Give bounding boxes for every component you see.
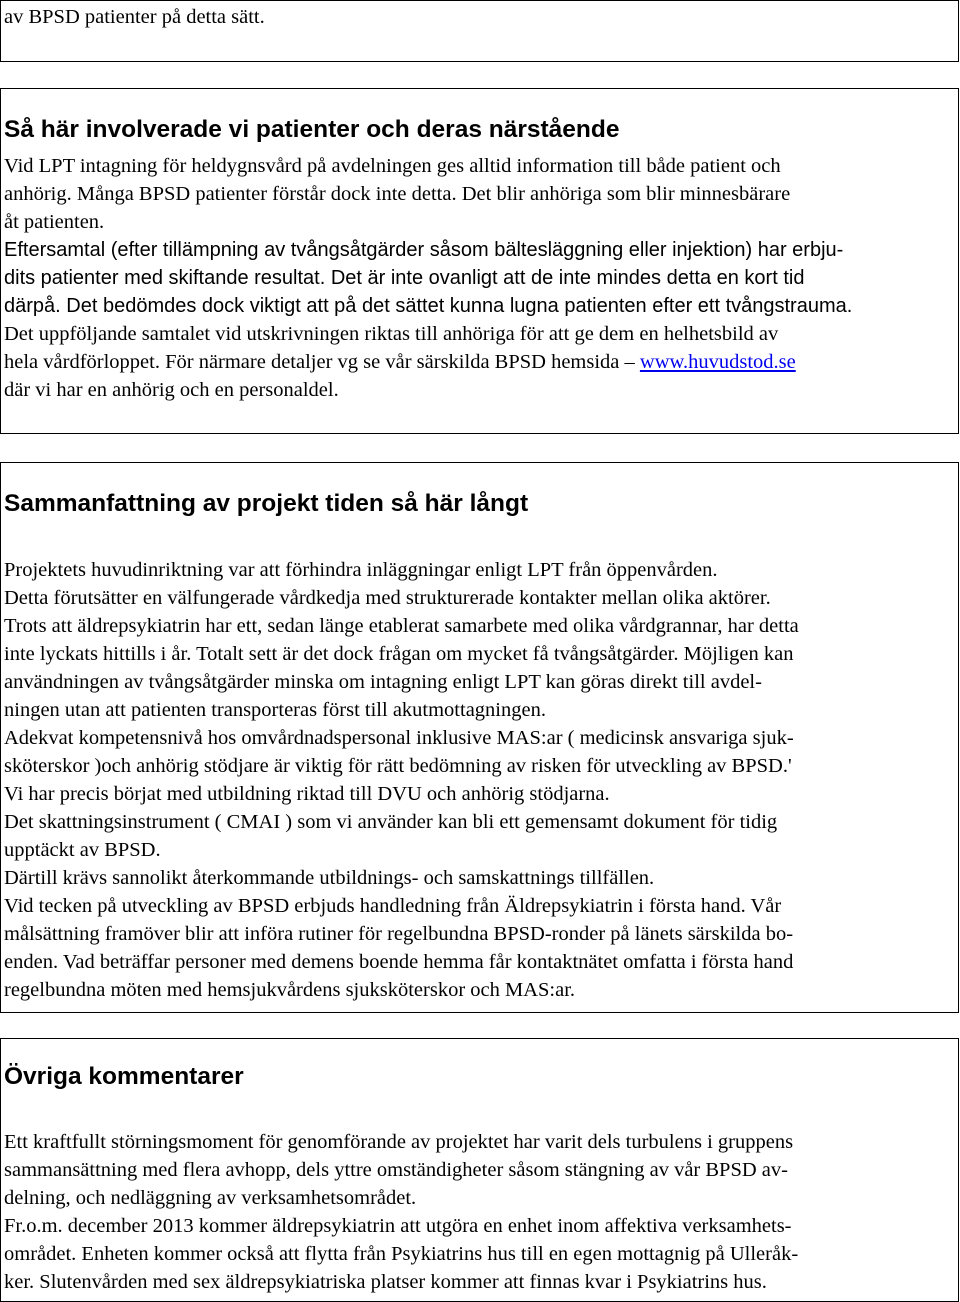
website-link[interactable]: www.huvudstod.se bbox=[639, 351, 796, 373]
paragraph-line: Vi har precis börjat med utbildning riktad till DVU och anhörig stödjarna. bbox=[4, 783, 610, 805]
paragraph-line: målsättning framöver blir att införa rutiner för regelbundna BPSD-ronder på länets särskilda bo- bbox=[4, 923, 794, 945]
paragraph-line: delning, och nedläggning av verksamhetsområdet. bbox=[4, 1187, 417, 1209]
paragraph-line: anhörig. Många BPSD patienter förstår dock inte detta. Det blir anhöriga som blir minnesbärare bbox=[4, 183, 791, 205]
paragraph-line: Projektets huvudinriktning var att förhindra inläggningar enligt LPT från öppenvården. bbox=[4, 559, 718, 581]
summary-heading: Sammanfattning av projekt tiden så här långt bbox=[4, 490, 529, 517]
paragraph-line: Ett kraftfullt störningsmoment för genomförande av projektet har varit dels turbulens i gruppens bbox=[4, 1131, 794, 1153]
paragraph-line: dits patienter med skiftande resultat. Det är inte ovanligt att de inte mindes detta en kort tid bbox=[4, 267, 805, 289]
paragraph-line: ker. Slutenvården med sex äldrepsykiatriska platser kommer att finnas kvar i Psykiatrins hus. bbox=[4, 1271, 767, 1293]
link-prefix: hela vårdförloppet. För närmare detaljer vg se vår särskilda BPSD hemsida – bbox=[4, 351, 640, 373]
paragraph-line: ningen utan att patienten transporteras först till akutmottagningen. bbox=[4, 699, 546, 721]
paragraph-line: Det skattningsinstrument ( CMAI ) som vi använder kan bli ett gemensamt dokument för tidig bbox=[4, 811, 778, 833]
paragraph-line: Detta förutsätter en välfungerade vårdkedja med strukturerade kontakter mellan olika aktörer. bbox=[4, 587, 771, 609]
paragraph-line: Eftersamtal (efter tillämpning av tvångsåtgärder såsom bältesläggning eller injektion) har erbju- bbox=[4, 239, 844, 261]
paragraph-line: sköterskor )och anhörig stödjare är viktig för rätt bedömning av risken för utveckling av BPSD.' bbox=[4, 755, 792, 777]
intro-text: av BPSD patienter på detta sätt. bbox=[4, 6, 265, 28]
paragraph-line: Vid LPT intagning för heldygnsvård på avdelningen ges alltid information till både patient och bbox=[4, 155, 781, 177]
comments-section bbox=[0, 1038, 959, 1302]
paragraph-line: därpå. Det bedömdes dock viktigt att på det sättet kunna lugna patienten efter ett tvångstrauma. bbox=[4, 295, 853, 317]
paragraph-line: Trots att äldrepsykiatrin har ett, sedan länge etablerat samarbete med olika vårdgrannar, har detta bbox=[4, 615, 799, 637]
paragraph-line: inte lyckats hittills i år. Totalt sett är det dock frågan om mycket få tvångsåtgärder. Möjligen kan bbox=[4, 643, 794, 665]
summary-section bbox=[0, 462, 959, 1013]
comments-heading: Övriga kommentarer bbox=[4, 1063, 244, 1090]
paragraph-line: åt patienten. bbox=[4, 211, 105, 233]
paragraph-line: där vi har en anhörig och en personaldel. bbox=[4, 379, 339, 401]
paragraph-line: Fr.o.m. december 2013 kommer äldrepsykiatrin att utgöra en enhet inom affektiva verksamhets- bbox=[4, 1215, 792, 1237]
paragraph-line: Vid tecken på utveckling av BPSD erbjuds handledning från Äldrepsykiatrin i första hand. Vår bbox=[4, 895, 782, 917]
paragraph-line: upptäckt av BPSD. bbox=[4, 839, 161, 861]
paragraph-line: regelbundna möten med hemsjukvårdens sjuksköterskor och MAS:ar. bbox=[4, 979, 576, 1001]
involvement-heading: Så här involverade vi patienter och deras närstående bbox=[4, 116, 620, 143]
paragraph-line-with-link bbox=[4, 348, 796, 376]
involvement-section bbox=[0, 88, 959, 434]
paragraph-line: användningen av tvångsåtgärder minska om intagning enligt LPT kan göras direkt till avdel- bbox=[4, 671, 762, 693]
paragraph-line: Adekvat kompetensnivå hos omvårdnadspersonal inklusive MAS:ar ( medicinsk ansvariga sjuk- bbox=[4, 727, 794, 749]
paragraph-line: området. Enheten kommer också att flytta från Psykiatrins hus till en egen mottagnig på Ulleråk- bbox=[4, 1243, 799, 1265]
paragraph-line: Det uppföljande samtalet vid utskrivningen riktas till anhöriga för att ge dem en helhetsbild av bbox=[4, 323, 779, 345]
paragraph-line: enden. Vad beträffar personer med demens boende hemma får kontaktnätet omfatta i första hand bbox=[4, 951, 794, 973]
intro-box bbox=[0, 0, 959, 62]
paragraph-line: sammansättning med flera avhopp, dels yttre omständigheter såsom stängning av vår BPSD av- bbox=[4, 1159, 788, 1181]
paragraph-line: Därtill krävs sannolikt återkommande utbildnings- och samskattnings tillfällen. bbox=[4, 867, 655, 889]
